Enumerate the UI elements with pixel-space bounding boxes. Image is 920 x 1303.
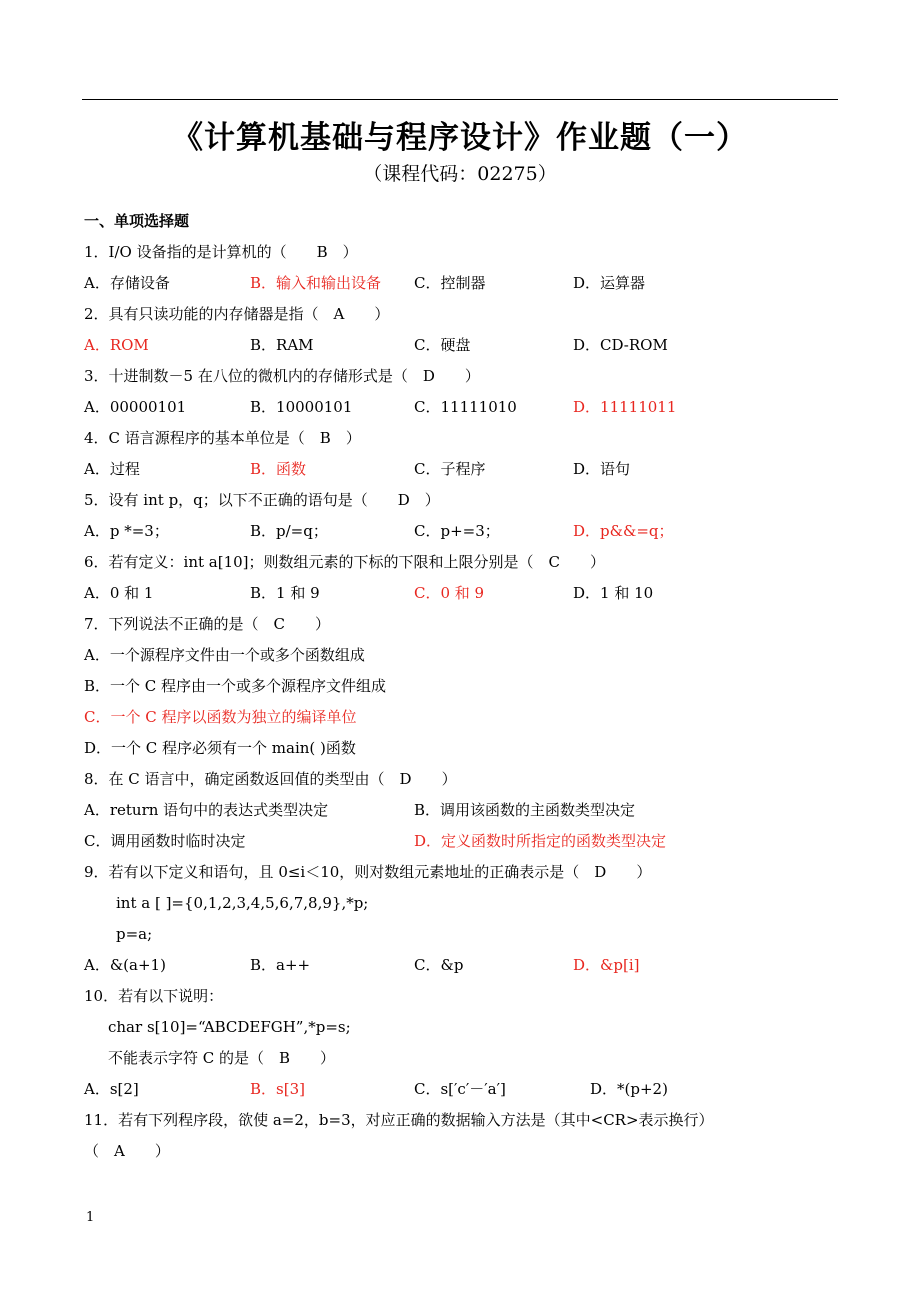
option: B．p/=q； [250,522,328,540]
option: C．调用函数时临时决定 [84,832,246,850]
option-row [84,454,844,485]
option: D．CD-ROM [573,336,668,354]
option: D．*(p+2) [590,1080,668,1098]
correct-option: D．p&&=q； [573,522,674,540]
header-rule [82,99,838,100]
option: D．运算器 [573,274,646,292]
correct-option: D．&p[i] [573,956,640,974]
question-stem: 10．若有以下说明： [84,987,224,1005]
option: C．硬盘 [414,336,471,354]
question-prompt: 不能表示字符 C 的是（ B ） [108,1049,336,1067]
option: C．s[′c′－′a′] [414,1080,506,1098]
course-code: （课程代码：02275） [363,163,557,185]
correct-option: B．s[3] [250,1080,305,1098]
section-heading: 一、单项选择题 [84,212,190,230]
option-row [84,826,844,857]
option: B．一个 C 程序由一个或多个源程序文件组成 [84,677,387,695]
correct-option: B．输入和输出设备 [250,274,382,292]
option: A．p *=3； [84,522,169,540]
option: D．1 和 10 [573,584,654,602]
question-stem: 4．C 语言源程序的基本单位是（ B ） [84,429,361,447]
option-row [84,392,844,423]
option: A．return 语句中的表达式类型决定 [84,801,329,819]
correct-option: D．定义函数时所指定的函数类型决定 [414,832,667,850]
option: D．一个 C 程序必须有一个 main( )函数 [84,739,356,757]
option: C．&p [414,956,464,974]
code-line: char s[10]=“ABCDEFGH”,*p=s; [108,1018,351,1036]
option: A．&(a+1) [84,956,166,974]
option: C．p+=3； [414,522,500,540]
question-stem: 11．若有下列程序段，欲使 a=2，b=3，对应正确的数据输入方法是（其中<CR>表示换行） [84,1111,714,1129]
question-stem: 8．在 C 语言中，确定函数返回值的类型由（ D ） [84,770,457,788]
correct-option: C．0 和 9 [414,584,485,602]
option: D．语句 [573,460,631,478]
question-stem: 6．若有定义：int a[10]；则数组元素的下标的下限和上限分别是（ C ） [84,553,606,571]
question-stem: 2．具有只读功能的内存储器是指（ A ） [84,305,390,323]
option: A．0 和 1 [84,584,154,602]
option: A．00000101 [84,398,187,416]
option-row [84,330,844,361]
option: A．存储设备 [84,274,170,292]
option: C．11111010 [414,398,517,416]
code-line: p=a; [116,925,153,943]
question-list [84,237,844,1167]
correct-option: A．ROM [84,336,149,354]
option-row [84,1074,844,1105]
option: B．a++ [250,956,311,974]
option-row [84,578,844,609]
answer-blank: （ A ） [84,1142,170,1160]
option: B．1 和 9 [250,584,320,602]
question-stem: 7．下列说法不正确的是（ C ） [84,615,331,633]
option: C．子程序 [414,460,486,478]
option: C．控制器 [414,274,486,292]
option-row [84,268,844,299]
correct-option: B．函数 [250,460,307,478]
option: A．一个源程序文件由一个或多个函数组成 [84,646,365,664]
correct-option: C．一个 C 程序以函数为独立的编译单位 [84,708,357,726]
question-stem: 9．若有以下定义和语句，且 0≤i＜10，则对数组元素地址的正确表示是（ D ） [84,863,652,881]
option: B．10000101 [250,398,353,416]
code-line: int a [ ]={0,1,2,3,4,5,6,7,8,9},*p; [116,894,369,912]
option-row [84,950,844,981]
option: A．过程 [84,460,140,478]
option-row [84,516,844,547]
question-stem: 1．I/O 设备指的是计算机的（ B ） [84,243,358,261]
page-title: 《计算机基础与程序设计》作业题（一） [172,120,748,156]
option-row [84,795,844,826]
correct-option: D．11111011 [573,398,677,416]
option: B．RAM [250,336,314,354]
question-stem: 3．十进制数－5 在八位的微机内的存储形式是（ D ） [84,367,480,385]
option: B．调用该函数的主函数类型决定 [414,801,636,819]
page-number: 1 [86,1210,95,1225]
option: A．s[2] [84,1080,139,1098]
question-stem: 5．设有 int p，q；以下不正确的语句是（ D ） [84,491,440,509]
